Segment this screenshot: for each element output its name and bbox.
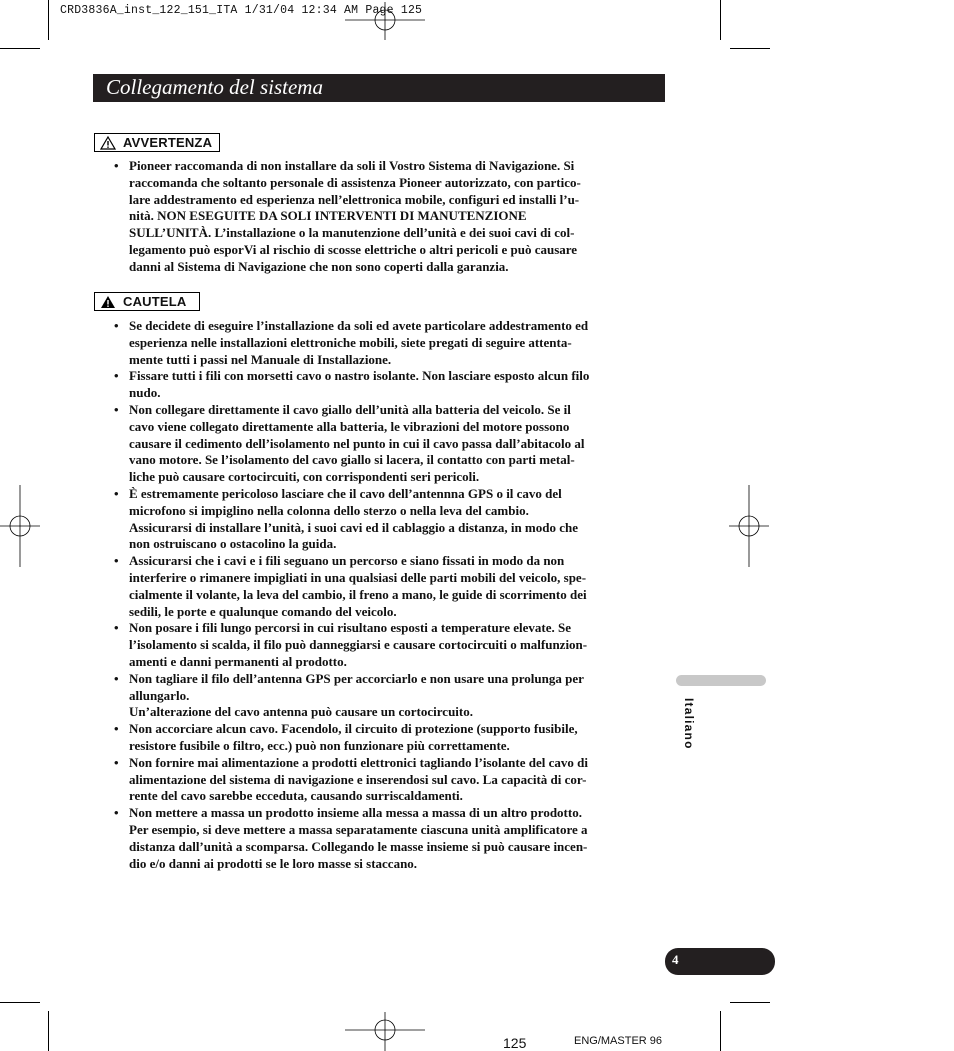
- text-line: mente tutti i passi nel Manuale di Installazione.: [129, 351, 392, 367]
- text-line: Assicurarsi di installare l’unità, i suoi cavi ed il cablaggio a distanza, in modo che: [129, 519, 579, 535]
- text-line: alimentazione del sistema di navigazione e inserendosi sul cavo. La capacità di cor-: [129, 771, 587, 787]
- text-line: danni al Sistema di Navigazione che non sono coperti dalla garanzia.: [129, 258, 509, 274]
- text-line: vano motore. Se l’isolamento del cavo giallo si lacera, il contatto con parti metal-: [129, 452, 575, 468]
- caution-item: [114, 318, 654, 368]
- text-line: esperienza nelle installazioni elettroniche mobili, siete pregati di seguire attenta-: [129, 334, 572, 350]
- caution-list: [114, 318, 654, 872]
- section-number-tab: [665, 948, 775, 975]
- crop-mark: [48, 0, 49, 40]
- text-line: allungarlo.: [129, 687, 190, 703]
- caution-item: [114, 671, 654, 721]
- warning-label-text: AVVERTENZA: [123, 135, 213, 150]
- text-line: lare addestramento ed esperienza nell’elettronica mobile, configuri ed installi l’u-: [129, 191, 580, 207]
- text-line: • Non fornire mai alimentazione a prodotti elettronici tagliando l’isolante del cavo di: [129, 754, 588, 770]
- registration-mark: [729, 485, 769, 567]
- caution-item: [114, 402, 654, 486]
- caution-item: [114, 553, 654, 620]
- text-line: • Non accorciare alcun cavo. Facendolo, il circuito di protezione (supporto fusibile,: [129, 721, 578, 737]
- text-line: cavo viene collegato direttamente alla batteria, le vibrazioni del motore possono: [129, 418, 570, 434]
- text-line: dio e/o danni ai prodotti se le loro masse si staccano.: [129, 855, 418, 871]
- text-line: causare il cedimento dell’isolamento nel punto in cui il cavo passa dall’abitacolo al: [129, 435, 585, 451]
- caution-item: [114, 368, 654, 402]
- language-tab-bar: [676, 675, 766, 686]
- text-line: • Assicurarsi che i cavi e i fili seguano un percorso e siano fissati in modo da non: [129, 553, 565, 569]
- registration-mark: [345, 2, 425, 42]
- caution-label-text: CAUTELA: [123, 294, 187, 309]
- crop-mark: [0, 48, 40, 49]
- crop-mark: [48, 1011, 49, 1051]
- text-line: • Non mettere a massa un prodotto insieme alla messa a massa di un altro prodotto.: [129, 805, 582, 821]
- language-tab-label: Italiano: [682, 698, 696, 750]
- registration-mark: [0, 485, 40, 567]
- text-line: liche può causare cortocircuiti, con corrispondenti seri pericoli.: [129, 469, 480, 485]
- warning-list: [114, 158, 654, 276]
- caution-label: [94, 292, 200, 311]
- caution-item: [114, 755, 654, 805]
- crop-mark: [0, 1002, 40, 1003]
- caution-triangle-icon: [100, 295, 116, 309]
- footer-code: ENG/MASTER 96: [574, 1035, 663, 1047]
- text-line: microfono si impiglino nella colonna dello sterzo o nella leva del cambio.: [129, 502, 529, 518]
- text-line: SULL’UNITÀ. L’installazione o la manutenzione dell’unità e dei suoi cavi di col-: [129, 225, 575, 241]
- text-line: • Non posare i fili lungo percorsi in cui risultano esposti a temperature elevate. Se: [129, 620, 571, 636]
- warning-triangle-icon: [100, 136, 116, 150]
- text-line: amenti e danni permanenti al prodotto.: [129, 653, 347, 669]
- text-line: legamento può esporVi al rischio di scosse elettriche o altri pericoli e può causare: [129, 241, 578, 257]
- text-line: interferire o rimanere impigliati in una qualsiasi delle parti mobili del veicolo, spe-: [129, 569, 587, 585]
- text-line: resistore fusibile o filtro, ecc.) può non funzionare più correttamente.: [129, 737, 510, 753]
- text-line: • È estremamente pericoloso lasciare che il cavo dell’antennna GPS o il cavo del: [129, 485, 562, 501]
- section-title-bar: [93, 74, 665, 102]
- caution-item: [114, 486, 654, 553]
- text-line: non ostruiscano o ostacolino la guida.: [129, 536, 337, 552]
- text-line: Per esempio, si deve mettere a massa separatamente ciascuna unità amplificatore a: [129, 821, 588, 837]
- registration-mark: [345, 1010, 425, 1051]
- text-line: nudo.: [129, 385, 161, 401]
- section-title: Collegamento del sistema: [106, 75, 323, 99]
- text-line: raccomanda che soltanto personale di assistenza Pioneer autorizzato, con partico-: [129, 174, 581, 190]
- crop-mark: [730, 1002, 770, 1003]
- caution-item: [114, 805, 654, 872]
- text-line: sedili, le porte e qualunque comando del veicolo.: [129, 603, 397, 619]
- text-line: rente del cavo sarebbe ecceduta, causando surriscaldamenti.: [129, 788, 463, 804]
- section-number: 4: [672, 952, 679, 967]
- warning-item: [114, 158, 654, 276]
- print-slug: CRD3836A_inst_122_151_ITA 1/31/04 12:34 AM Page 125: [60, 4, 423, 17]
- caution-item: [114, 721, 654, 755]
- text-line: • Fissare tutti i fili con morsetti cavo o nastro isolante. Non lasciare esposto alcun filo: [129, 368, 590, 384]
- text-line: nità. NON ESEGUITE DA SOLI INTERVENTI DI MANUTENZIONE: [129, 208, 527, 224]
- text-line: • Non collegare direttamente il cavo giallo dell’unità alla batteria del veicolo. Se il: [129, 401, 571, 417]
- text-line: l’isolamento si scalda, il filo può danneggiarsi e causare cortocircuiti o malfunzion-: [129, 637, 588, 653]
- text-line: cialmente il volante, la leva del cambio, il freno a mano, le guide di scorrimento dei: [129, 586, 587, 602]
- text-line: • Non tagliare il filo dell’antenna GPS per accorciarlo e non usare una prolunga per: [129, 670, 584, 686]
- text-line: Un’alterazione del cavo antenna può causare un cortocircuito.: [129, 704, 473, 720]
- text-line: distanza dall’unità a scomparsa. Collegando le masse insieme si può causare incen-: [129, 838, 588, 854]
- text-line: • Se decidete di eseguire l’installazione da soli ed avete particolare addestramento ed: [129, 318, 589, 333]
- crop-mark: [720, 0, 721, 40]
- caution-item: [114, 620, 654, 670]
- crop-mark: [730, 48, 770, 49]
- page-number: 125: [503, 1035, 527, 1051]
- text-line: • Pioneer raccomanda di non installare da soli il Vostro Sistema di Navigazione. Si: [129, 158, 575, 173]
- warning-label: [94, 133, 220, 152]
- crop-mark: [720, 1011, 721, 1051]
